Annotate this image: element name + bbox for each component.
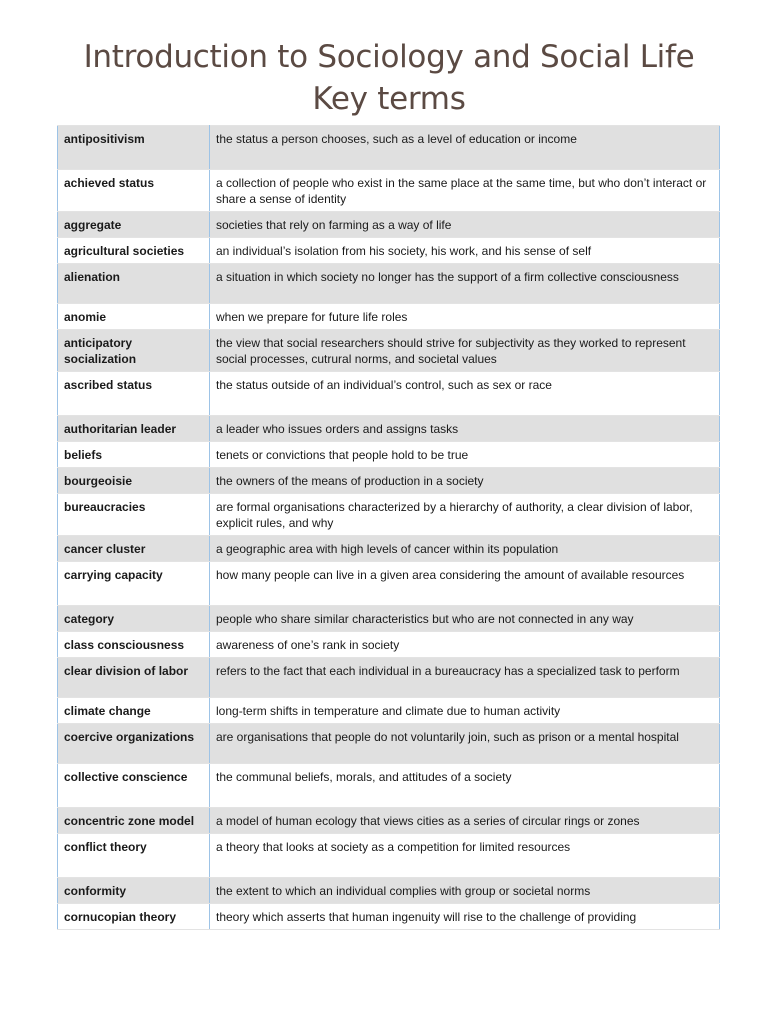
- table-row: [58, 764, 720, 808]
- definition-cell: a model of human ecology that views cities as a series of circular rings or zones: [210, 808, 720, 834]
- table-row: [58, 170, 720, 212]
- term-cell: climate change: [58, 698, 210, 724]
- definition-cell: are formal organisations characterized by a hierarchy of authority, a clear division of labor, explicit rules, and why: [210, 494, 720, 536]
- definition-cell: long-term shifts in temperature and climate due to human activity: [210, 698, 720, 724]
- term-cell: beliefs: [58, 442, 210, 468]
- definition-cell: a theory that looks at society as a competition for limited resources: [210, 834, 720, 878]
- definition-cell: societies that rely on farming as a way of life: [210, 212, 720, 238]
- key-terms-table: [57, 125, 720, 930]
- term-cell: ascribed status: [58, 372, 210, 416]
- term-cell: cornucopian theory: [58, 904, 210, 930]
- definition-cell: the status a person chooses, such as a level of education or income: [210, 126, 720, 170]
- term-cell: anomie: [58, 304, 210, 330]
- definition-cell: a leader who issues orders and assigns tasks: [210, 416, 720, 442]
- definition-cell: refers to the fact that each individual in a bureaucracy has a specialized task to perform: [210, 658, 720, 698]
- definition-cell: are organisations that people do not voluntarily join, such as prison or a mental hospital: [210, 724, 720, 764]
- table-row: [58, 536, 720, 562]
- definition-cell: an individual’s isolation from his society, his work, and his sense of self: [210, 238, 720, 264]
- definition-cell: the view that social researchers should strive for subjectivity as they worked to represent social processes, cutrural norms, and societal values: [210, 330, 720, 372]
- definition-cell: tenets or convictions that people hold to be true: [210, 442, 720, 468]
- definition-cell: theory which asserts that human ingenuity will rise to the challenge of providing: [210, 904, 720, 930]
- term-cell: antipositivism: [58, 126, 210, 170]
- table-row: [58, 494, 720, 536]
- definition-cell: a geographic area with high levels of cancer within its population: [210, 536, 720, 562]
- definition-cell: a situation in which society no longer has the support of a firm collective consciousness: [210, 264, 720, 304]
- page-title: [0, 36, 768, 120]
- term-cell: bourgeoisie: [58, 468, 210, 494]
- definition-cell: people who share similar characteristics but who are not connected in any way: [210, 606, 720, 632]
- term-cell: authoritarian leader: [58, 416, 210, 442]
- table-row: [58, 724, 720, 764]
- table-row: [58, 304, 720, 330]
- term-cell: collective conscience: [58, 764, 210, 808]
- table-row: [58, 126, 720, 170]
- table-row: [58, 606, 720, 632]
- table-row: [58, 416, 720, 442]
- page-title-line1: Introduction to Sociology and Social Life: [83, 39, 695, 75]
- table-row: [58, 264, 720, 304]
- table-row: [58, 238, 720, 264]
- page-title-line2: Key terms: [312, 81, 466, 117]
- definition-cell: the owners of the means of production in a society: [210, 468, 720, 494]
- term-cell: class consciousness: [58, 632, 210, 658]
- definition-cell: awareness of one’s rank in society: [210, 632, 720, 658]
- term-cell: cancer cluster: [58, 536, 210, 562]
- table-row: [58, 468, 720, 494]
- table-row: [58, 330, 720, 372]
- definition-cell: when we prepare for future life roles: [210, 304, 720, 330]
- term-cell: category: [58, 606, 210, 632]
- term-cell: carrying capacity: [58, 562, 210, 606]
- table-row: [58, 808, 720, 834]
- definition-cell: the extent to which an individual complies with group or societal norms: [210, 878, 720, 904]
- table-row: [58, 834, 720, 878]
- table-row: [58, 698, 720, 724]
- table-row: [58, 904, 720, 930]
- term-cell: alienation: [58, 264, 210, 304]
- table-row: [58, 878, 720, 904]
- table-row: [58, 212, 720, 238]
- definition-cell: the status outside of an individual’s control, such as sex or race: [210, 372, 720, 416]
- term-cell: conflict theory: [58, 834, 210, 878]
- term-cell: achieved status: [58, 170, 210, 212]
- term-cell: coercive organizations: [58, 724, 210, 764]
- definition-cell: the communal beliefs, morals, and attitudes of a society: [210, 764, 720, 808]
- term-cell: agricultural societies: [58, 238, 210, 264]
- table-row: [58, 372, 720, 416]
- table-row: [58, 658, 720, 698]
- key-terms-table-body: [58, 126, 720, 930]
- term-cell: bureaucracies: [58, 494, 210, 536]
- term-cell: conformity: [58, 878, 210, 904]
- table-row: [58, 562, 720, 606]
- definition-cell: a collection of people who exist in the same place at the same time, but who don’t interact or share a sense of identity: [210, 170, 720, 212]
- table-row: [58, 632, 720, 658]
- term-cell: anticipatory socialization: [58, 330, 210, 372]
- definition-cell: how many people can live in a given area considering the amount of available resources: [210, 562, 720, 606]
- term-cell: aggregate: [58, 212, 210, 238]
- term-cell: concentric zone model: [58, 808, 210, 834]
- term-cell: clear division of labor: [58, 658, 210, 698]
- table-row: [58, 442, 720, 468]
